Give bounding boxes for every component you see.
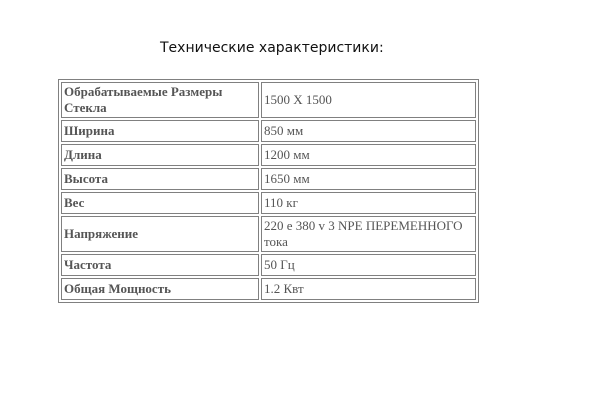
- page-title: Технические характеристики:: [160, 40, 384, 56]
- table-row: [61, 144, 476, 166]
- specifications-table: [58, 79, 479, 303]
- spec-label: Обрабатываемые Размеры Стекла: [61, 82, 259, 118]
- spec-label: Ширина: [61, 120, 259, 142]
- spec-label: Высота: [61, 168, 259, 190]
- spec-value: 220 е 380 v 3 NPE ПЕРЕМЕННОГО тока: [261, 216, 476, 252]
- spec-value: 1200 мм: [261, 144, 476, 166]
- spec-label: Длина: [61, 144, 259, 166]
- spec-value: 1.2 Квт: [261, 278, 476, 300]
- table-row: [61, 254, 476, 276]
- spec-value: 50 Гц: [261, 254, 476, 276]
- spec-value: 1500 X 1500: [261, 82, 476, 118]
- spec-value: 1650 мм: [261, 168, 476, 190]
- spec-label: Частота: [61, 254, 259, 276]
- spec-value: 110 кг: [261, 192, 476, 214]
- spec-label: Вес: [61, 192, 259, 214]
- table-row: [61, 120, 476, 142]
- table-row: [61, 278, 476, 300]
- table-row: [61, 168, 476, 190]
- spec-value: 850 мм: [261, 120, 476, 142]
- spec-label: Общая Мощность: [61, 278, 259, 300]
- table-row: [61, 192, 476, 214]
- spec-label: Напряжение: [61, 216, 259, 252]
- table-row: [61, 216, 476, 252]
- table-row: [61, 82, 476, 118]
